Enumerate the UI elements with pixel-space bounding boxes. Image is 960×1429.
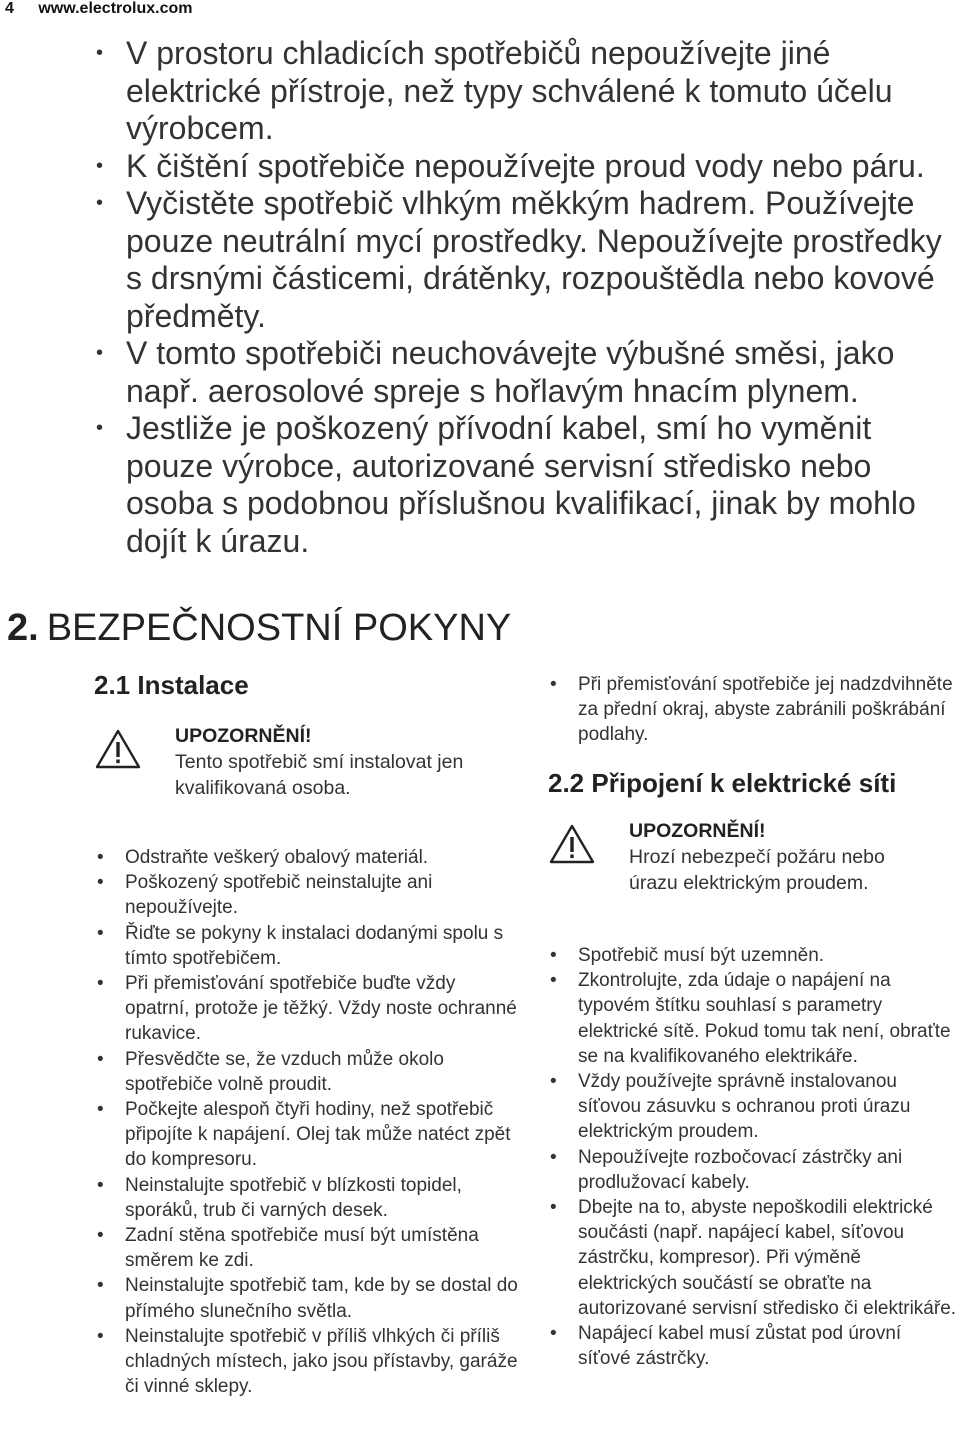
list-item: • Zkontrolujte, zda údaje o napájení na typovém štítku souhlasí s parametry elektrické sítě. Pokud tomu tak není, obraťte se na kvalifikovaného elektrikáře. — [578, 968, 958, 1069]
section-number: 2. — [7, 607, 39, 649]
list-item: • Při přemisťování spotřebiče jej nadzdvihněte za přední okraj, abyste zabránili poškrábání podlahy. — [578, 672, 958, 748]
list-item: • Neinstalujte spotřebič v příliš vlhkých či příliš chladných místech, jako jsou přístavby, garáže či vinné sklepy. — [125, 1324, 520, 1400]
list-item: • Poškozený spotřebič neinstalujte ani nepoužívejte. — [125, 870, 520, 920]
warning-heading: UPOZORNĚNÍ! — [629, 820, 766, 842]
warning-triangle-icon — [548, 823, 596, 865]
subsection-number: 2.1 — [94, 670, 131, 700]
subsection-title-pripojeni — [548, 768, 896, 799]
list-item: • Řiďte se pokyny k instalaci dodanými spolu s tímto spotřebičem. — [125, 921, 520, 971]
list-item: • V tomto spotřebiči neuchovávejte výbušné směsi, jako např. aerosolové spreje s hořlavým hnacím plynem. — [126, 335, 956, 410]
list-item: • Nepoužívejte rozbočovací zástrčky ani prodlužovací kabely. — [578, 1145, 958, 1195]
list-item: • Počkejte alespoň čtyři hodiny, než spotřebič připojíte k napájení. Olej tak může natéct zpět do kompresoru. — [125, 1097, 520, 1173]
list-item: • Při přemisťování spotřebiče buďte vždy opatrní, protože je těžký. Vždy noste ochranné rukavice. — [125, 971, 520, 1047]
list-item: • Přesvědčte se, že vzduch může okolo spotřebiče volně proudit. — [125, 1047, 520, 1097]
list-item: • Vždy používejte správně instalovanou síťovou zásuvku s ochranou proti úrazu elektrickým proudem. — [578, 1069, 958, 1145]
page-number: 4 — [5, 0, 14, 17]
subsection-title-instalace — [94, 670, 249, 701]
section-title — [7, 607, 511, 650]
page-header — [5, 0, 192, 18]
list-item: • Neinstalujte spotřebič tam, kde by se dostal do přímého slunečního světla. — [125, 1273, 520, 1323]
list-item: • Napájecí kabel musí zůstat pod úrovní síťové zástrčky. — [578, 1321, 958, 1371]
subsection-number: 2.2 — [548, 768, 585, 798]
warning-heading: UPOZORNĚNÍ! — [175, 725, 312, 747]
section-title-text: BEZPEČNOSTNÍ POKYNY — [46, 607, 512, 649]
list-item: • V prostoru chladicích spotřebičů nepoužívejte jiné elektrické přístroje, než typy schválené k tomuto účelu výrobcem. — [126, 35, 956, 148]
list-item: • K čištění spotřebiče nepoužívejte proud vody nebo páru. — [126, 148, 956, 186]
list-item: • Zadní stěna spotřebiče musí být umístěna směrem ke zdi. — [125, 1223, 520, 1273]
intro-list — [126, 35, 956, 560]
pripojeni-list — [578, 943, 958, 1371]
list-item: • Spotřebič musí být uzemněn. — [578, 943, 958, 968]
instalace-list-continued — [578, 672, 958, 748]
list-item: • Odstraňte veškerý obalový materiál. — [125, 845, 520, 870]
list-item: • Jestliže je poškozený přívodní kabel, smí ho vyměnit pouze výrobce, autorizované servisní středisko nebo osoba s podobnou příslušnou kvalifikací, jinak by mohlo dojít k úrazu. — [126, 410, 956, 560]
warning-triangle-icon — [94, 728, 142, 770]
subsection-title-text: Připojení k elektrické síti — [591, 768, 897, 798]
list-item: • Dbejte na to, abyste nepoškodili elektrické součásti (např. napájecí kabel, síťovou zástrčku, kompresor). Při výměně elektrických součástí se obraťte na autorizované servisní středisko či elektrikáře. — [578, 1195, 958, 1321]
instalace-list — [125, 845, 520, 1399]
list-item: • Vyčistěte spotřebič vlhkým měkkým hadrem. Používejte pouze neutrální mycí prostředky. Nepoužívejte prostředky s drsnými částicemi, drátěnky, rozpouštědla nebo kovové předměty. — [126, 185, 956, 335]
warning-text: Tento spotřebič smí instalovat jen kvalifikovaná osoba. — [175, 751, 464, 799]
subsection-title-text: Instalace — [137, 670, 249, 700]
list-item: • Neinstalujte spotřebič v blízkosti topidel, sporáků, trub či varných desek. — [125, 1173, 520, 1223]
site-url: www.electrolux.com — [38, 0, 193, 17]
warning-text: Hrozí nebezpečí požáru nebo úrazu elektrickým proudem. — [629, 846, 885, 894]
